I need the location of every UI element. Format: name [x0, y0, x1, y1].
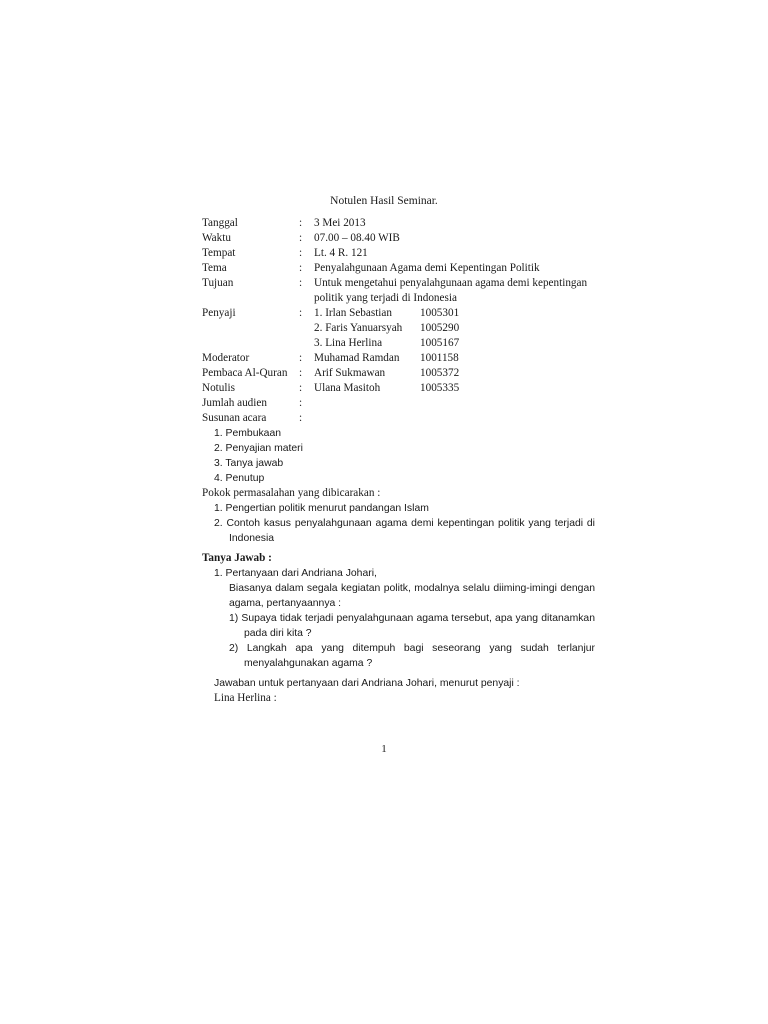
colon: : [299, 397, 303, 409]
sub-question: 2) Langkah apa yang ditempuh bagi seseorang yang sudah terlanjur [229, 643, 595, 654]
colon: : [299, 307, 303, 319]
value-tanggal: 3 Mei 2013 [314, 217, 366, 229]
question-item: 1. Pertanyaan dari Andriana Johari, [214, 568, 377, 579]
colon: : [299, 232, 303, 244]
label-tema: Tema [202, 262, 227, 274]
presenter-nim: 1005301 [420, 307, 460, 319]
question-intro-cont: agama, pertanyaannya : [229, 598, 342, 609]
tanya-jawab-heading: Tanya Jawab : [202, 552, 272, 564]
page-number: 1 [381, 743, 387, 755]
notulis-name: Ulana Masitoh [314, 382, 381, 394]
label-waktu: Waktu [202, 232, 231, 244]
value-tempat: Lt. 4 R. 121 [314, 247, 368, 259]
value-tujuan-line1: Untuk mengetahui penyalahgunaan agama demi kepentingan [314, 277, 588, 289]
agenda-item: 2. Penyajian materi [214, 443, 303, 454]
colon: : [299, 352, 303, 364]
colon: : [299, 262, 303, 274]
sub-question-cont: menyalahgunakan agama ? [244, 658, 373, 669]
colon: : [299, 277, 303, 289]
label-tujuan: Tujuan [202, 277, 234, 289]
question-intro: Biasanya dalam segala kegiatan politk, modalnya selalu diiming-imingi dengan [229, 583, 595, 594]
agenda-item: 3. Tanya jawab [214, 458, 284, 469]
pembaca-nim: 1005372 [420, 367, 460, 379]
value-tujuan-line2: politik yang terjadi di Indonesia [314, 292, 457, 304]
pokok-item-cont: Indonesia [229, 533, 275, 544]
presenter-name: 3. Lina Herlina [314, 337, 383, 349]
notulis-nim: 1005335 [420, 382, 460, 394]
pembaca-name: Arif Sukmawan [314, 367, 386, 379]
colon: : [299, 247, 303, 259]
colon: : [299, 412, 303, 424]
label-pembaca: Pembaca Al-Quran [202, 367, 288, 379]
label-penyaji: Penyaji [202, 307, 236, 319]
presenter-nim: 1005167 [420, 337, 460, 349]
pokok-item: 2. Contoh kasus penyalahgunaan agama demi kepentingan politik yang terjadi di [214, 518, 595, 529]
label-tanggal: Tanggal [202, 217, 238, 229]
agenda-item: 1. Pembukaan [214, 428, 282, 439]
label-notulis: Notulis [202, 382, 235, 394]
label-jumlah: Jumlah audien [202, 397, 267, 409]
pokok-item: 1. Pengertian politik menurut pandangan Islam [214, 503, 429, 514]
sub-question: 1) Supaya tidak terjadi penyalahgunaan agama tersebut, apa yang ditanamkan [229, 613, 595, 624]
label-susunan: Susunan acara [202, 412, 267, 424]
agenda-item: 4. Penutup [214, 473, 265, 484]
presenter-name: 1. Irlan Sebastian [314, 307, 392, 319]
colon: : [299, 217, 303, 229]
colon: : [299, 367, 303, 379]
colon: : [299, 382, 303, 394]
label-tempat: Tempat [202, 247, 236, 259]
presenter-nim: 1005290 [420, 322, 460, 334]
document-title: Notulen Hasil Seminar. [330, 195, 438, 207]
answer-intro: Jawaban untuk pertanyaan dari Andriana Johari, menurut penyaji : [214, 678, 520, 689]
value-tema: Penyalahgunaan Agama demi Kepentingan Politik [314, 262, 540, 274]
value-waktu: 07.00 – 08.40 WIB [314, 232, 400, 244]
moderator-name: Muhamad Ramdan [314, 352, 400, 364]
answer-presenter: Lina Herlina : [214, 692, 277, 704]
pokok-heading: Pokok permasalahan yang dibicarakan : [202, 487, 381, 499]
label-moderator: Moderator [202, 352, 250, 364]
sub-question-cont: pada diri kita ? [244, 628, 312, 639]
moderator-nim: 1001158 [420, 352, 459, 364]
presenter-name: 2. Faris Yanuarsyah [314, 322, 403, 334]
